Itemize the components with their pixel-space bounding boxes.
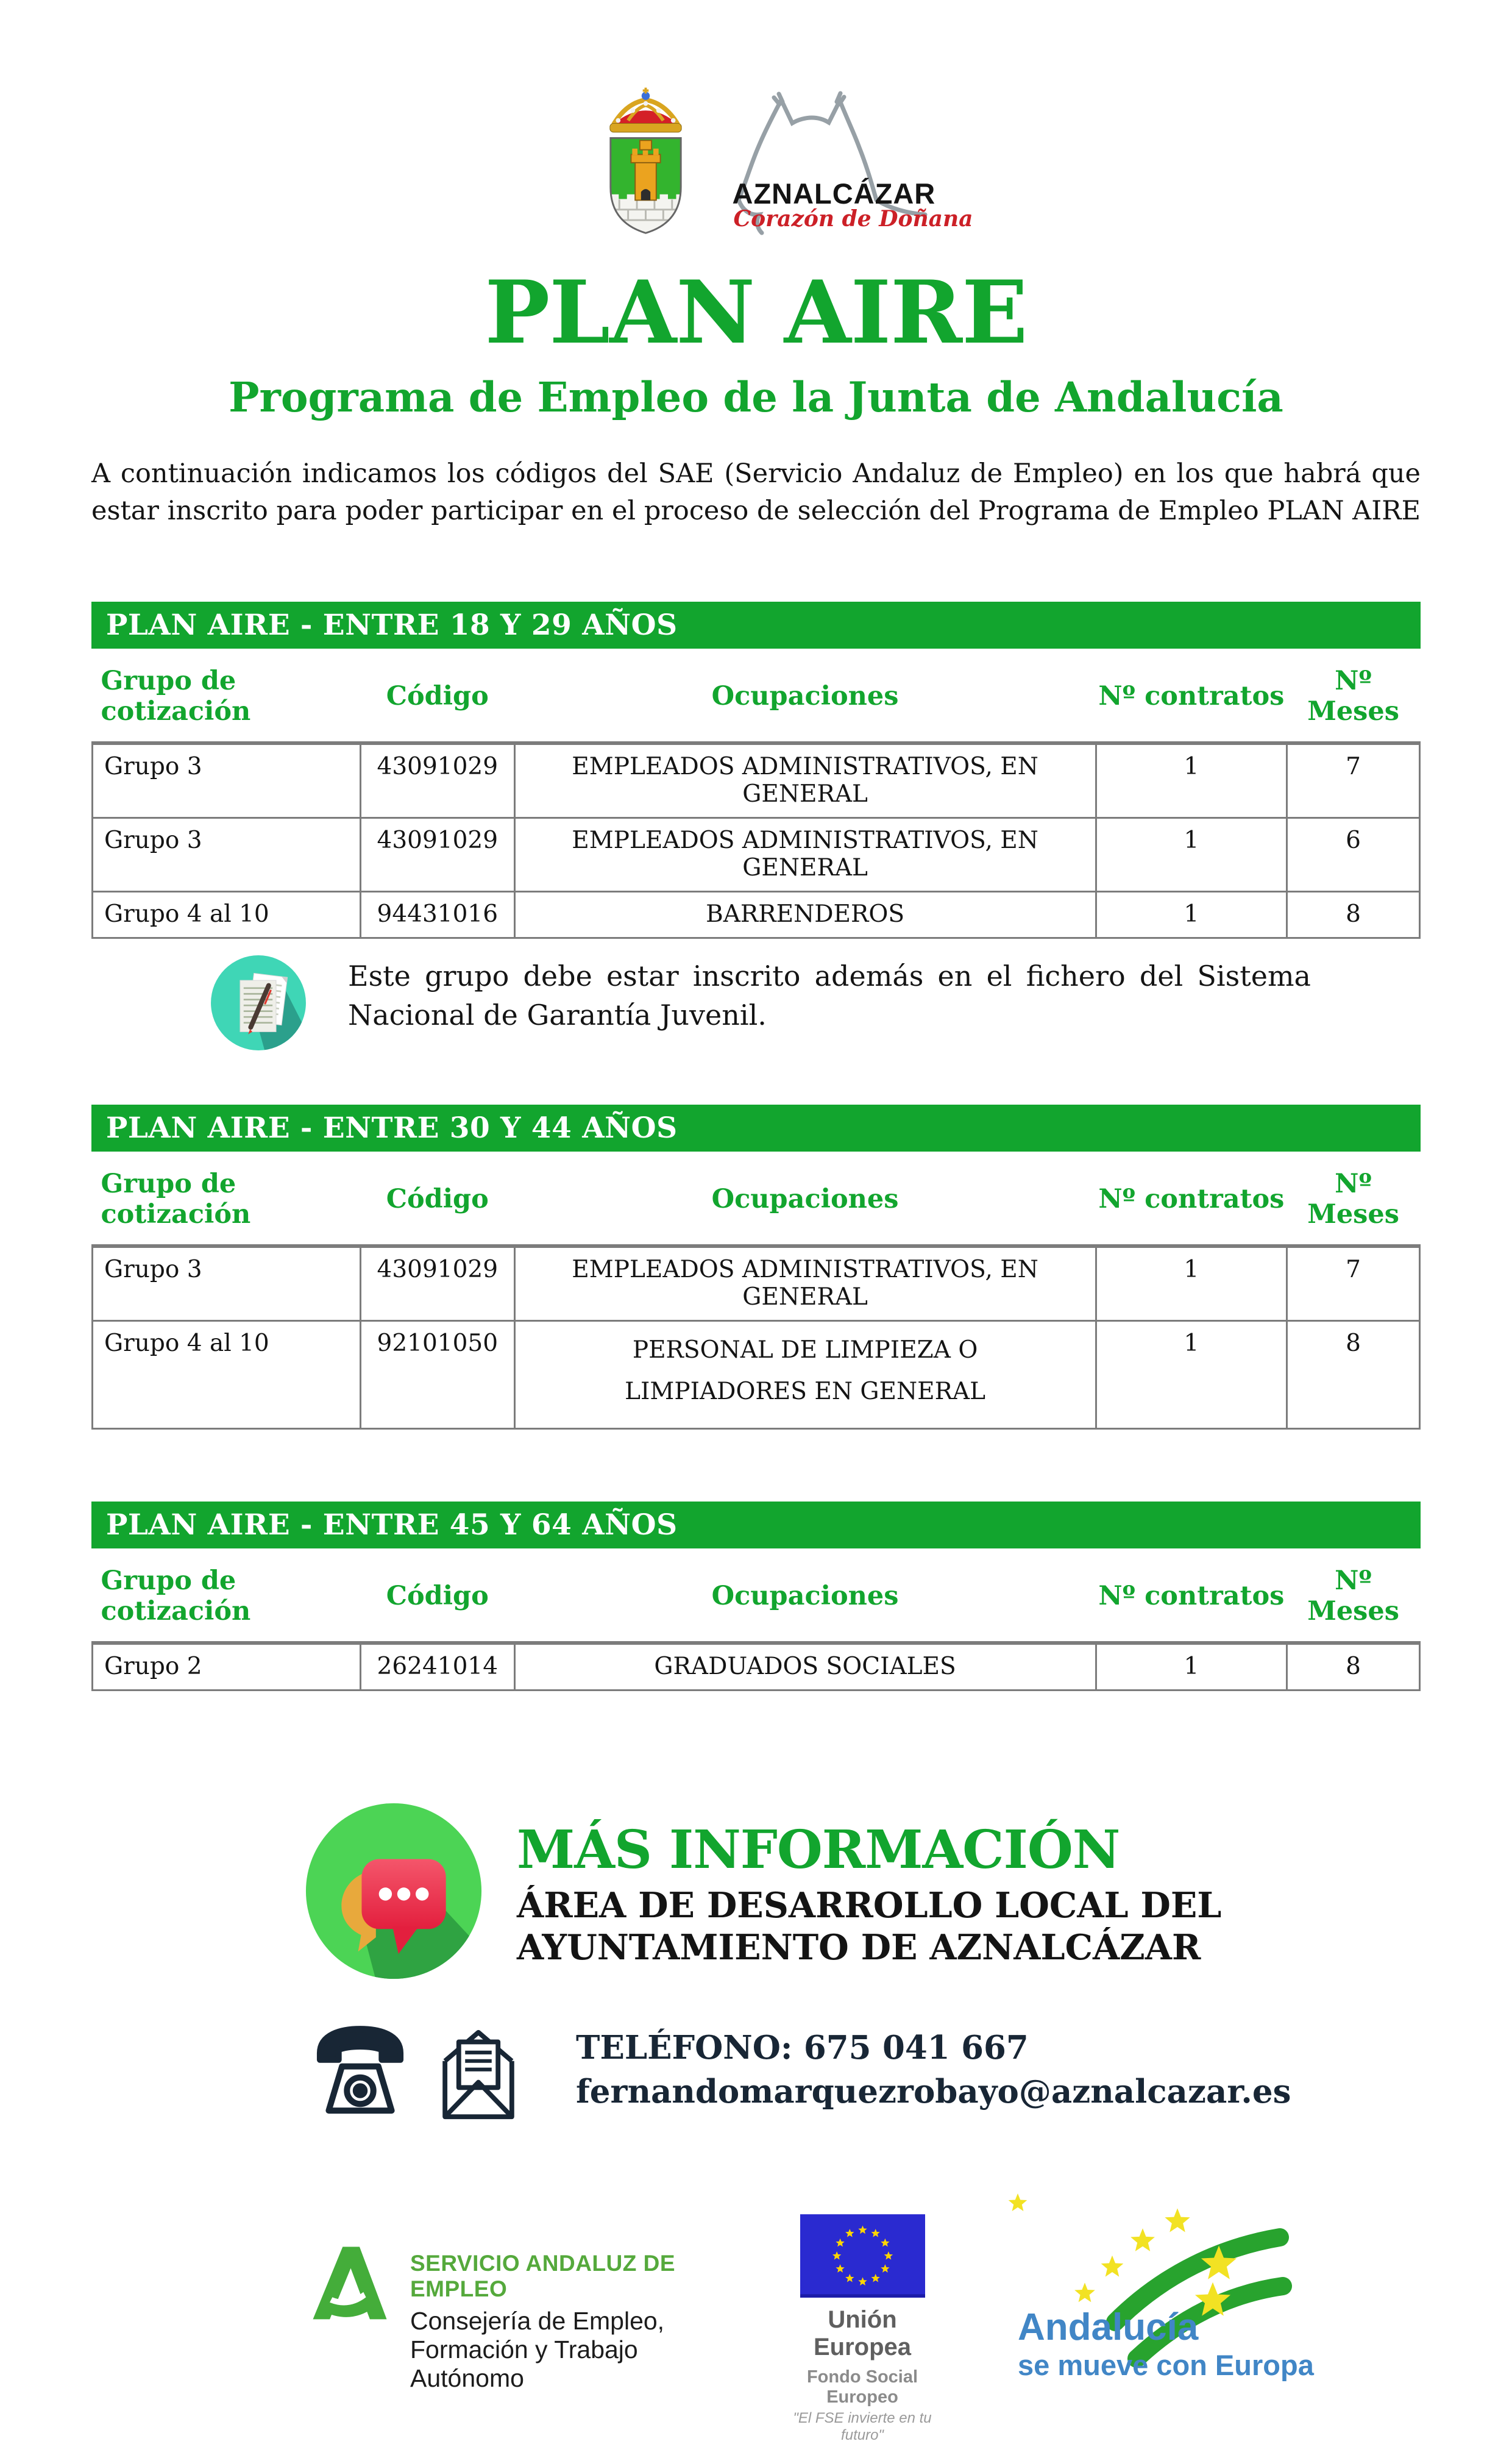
notepad-icon — [210, 955, 307, 1051]
table-cell: Grupo 3 — [93, 818, 361, 892]
col-header: Ocupaciones — [711, 1184, 899, 1215]
andalucia-logo-block — [1018, 2203, 1314, 2404]
plan-table — [91, 1152, 1421, 1430]
col-header: Código — [386, 681, 489, 712]
table-cell: 1 — [1096, 1321, 1287, 1429]
contact-text — [576, 2026, 1291, 2114]
table-row — [93, 892, 1420, 938]
table-cell: 1 — [1096, 1246, 1287, 1321]
table-cell: GRADUADOS SOCIALES — [514, 1643, 1096, 1690]
page-subtitle: Programa de Empleo de la Junta de Andalucía — [229, 373, 1283, 421]
table-cell: EMPLEADOS ADMINISTRATIVOS, EN GENERAL — [514, 818, 1096, 892]
more-info-line: AYUNTAMIENTO DE AZNALCÁZAR — [517, 1927, 1201, 1968]
junta-andalucia-logo-icon — [308, 2241, 392, 2326]
more-info-title: MÁS INFORMACIÓN — [517, 1819, 1120, 1881]
col-header: Nº Meses — [1307, 1565, 1399, 1626]
col-header: Grupo de cotización — [101, 1169, 251, 1230]
table-cell: 7 — [1287, 1246, 1420, 1321]
header-logo — [0, 0, 1512, 237]
table-title-bar: PLAN AIRE - ENTRE 45 Y 64 AÑOS — [91, 1502, 1421, 1548]
table-cell: Grupo 3 — [93, 1246, 361, 1321]
col-header: Grupo de cotización — [101, 666, 251, 727]
col-header: Nº contratos — [1098, 1580, 1285, 1611]
table-cell: 7 — [1287, 743, 1420, 818]
table-header-row — [93, 649, 1420, 743]
brand-name: AZNALCÁZAR — [732, 177, 936, 210]
brand-tagline: Corazón de Doñana — [733, 206, 973, 232]
email-address: fernandomarquezrobayo@aznalcazar.es — [576, 2072, 1291, 2111]
table-section-30-44 — [91, 1105, 1421, 1430]
youth-guarantee-note — [210, 955, 1311, 1051]
more-info-line: ÁREA DE DESARROLLO LOCAL DEL — [517, 1884, 1222, 1926]
col-header: Código — [386, 1580, 489, 1611]
table-cell: Grupo 4 al 10 — [93, 1321, 361, 1429]
lynx-logo — [719, 84, 973, 237]
table-row — [93, 818, 1420, 892]
table-title-bar: PLAN AIRE - ENTRE 30 Y 44 AÑOS — [91, 1105, 1421, 1152]
more-info-section — [305, 1802, 1512, 1980]
footer-logos — [308, 2203, 1512, 2444]
table-cell: EMPLEADOS ADMINISTRATIVOS, EN GENERAL — [514, 743, 1096, 818]
col-header: Grupo de cotización — [101, 1565, 251, 1626]
table-cell: Grupo 3 — [93, 743, 361, 818]
table-cell: PERSONAL DE LIMPIEZA O LIMPIADORES EN GENERAL — [514, 1321, 1096, 1429]
table-cell: 8 — [1287, 1321, 1420, 1429]
plan-table — [91, 649, 1421, 939]
table-cell: 92101050 — [360, 1321, 514, 1429]
eu-flag-icon — [800, 2214, 925, 2298]
table-cell: EMPLEADOS ADMINISTRATIVOS, EN GENERAL — [514, 1246, 1096, 1321]
table-cell: 1 — [1096, 743, 1287, 818]
table-header-row — [93, 1548, 1420, 1643]
table-cell: 43091029 — [360, 743, 514, 818]
table-cell: 43091029 — [360, 1246, 514, 1321]
table-cell: 1 — [1096, 818, 1287, 892]
col-header: Nº Meses — [1307, 666, 1399, 727]
table-cell: 6 — [1287, 818, 1420, 892]
aznalcazar-crest-icon — [583, 84, 708, 237]
more-info-text — [517, 1802, 1221, 1969]
eu-subtitle: Fondo Social Europeo — [806, 2367, 918, 2407]
table-row — [93, 1246, 1420, 1321]
sae-text — [410, 2241, 710, 2393]
col-header: Ocupaciones — [711, 1580, 899, 1611]
table-header-row — [93, 1152, 1420, 1246]
table-cell: 94431016 — [360, 892, 514, 938]
table-section-45-64 — [91, 1502, 1421, 1691]
sae-title: SERVICIO ANDALUZ DE EMPLEO — [410, 2250, 676, 2301]
eu-title: Unión Europea — [813, 2306, 912, 2360]
table-section-18-29 — [91, 602, 1421, 939]
eu-logo-block — [777, 2214, 948, 2444]
sae-line: Consejería de Empleo, — [410, 2306, 665, 2335]
table-row — [93, 743, 1420, 818]
sae-logo-block — [308, 2241, 710, 2393]
andalucia-subtitle: se mueve con Europa — [1018, 2348, 1314, 2381]
table-cell: Grupo 2 — [93, 1643, 361, 1690]
table-row — [93, 1321, 1420, 1429]
eu-motto: "El FSE invierte en tu futuro" — [793, 2409, 932, 2443]
page-title: PLAN AIRE — [484, 262, 1028, 363]
table-cell: 1 — [1096, 892, 1287, 938]
table-cell: 1 — [1096, 1643, 1287, 1690]
table-cell: BARRENDEROS — [514, 892, 1096, 938]
contact-section — [308, 2018, 1512, 2123]
table-title-bar: PLAN AIRE - ENTRE 18 Y 29 AÑOS — [91, 602, 1421, 649]
col-header: Código — [386, 1184, 489, 1215]
col-header: Ocupaciones — [711, 681, 899, 712]
intro-paragraph: A continuación indicamos los códigos del SAE (Servicio Andaluz de Empleo) en los que habrá que estar inscrito para poder participar en el proceso de selección del Programa de Empleo PLAN AIRE — [91, 458, 1421, 527]
table-cell: Grupo 4 al 10 — [93, 892, 361, 938]
col-header: Nº contratos — [1098, 1184, 1285, 1215]
plan-table — [91, 1548, 1421, 1691]
telephone-icon — [308, 2018, 413, 2123]
envelope-icon — [433, 2018, 524, 2123]
sae-line: Formación y Trabajo Autónomo — [410, 2335, 638, 2392]
col-header: Nº Meses — [1307, 1169, 1399, 1230]
table-row — [93, 1643, 1420, 1690]
table-cell: 8 — [1287, 892, 1420, 938]
col-header: Nº contratos — [1098, 681, 1285, 712]
table-cell: 26241014 — [360, 1643, 514, 1690]
andalucia-title: Andalucía — [1018, 2306, 1199, 2348]
note-text: Este grupo debe estar inscrito además en el fichero del Sistema Nacional de Garantía Juvenil. — [348, 960, 1311, 1031]
chat-bubbles-icon — [305, 1802, 483, 1980]
table-cell: 8 — [1287, 1643, 1420, 1690]
phone-number: TELÉFONO: 675 041 667 — [576, 2029, 1029, 2067]
table-cell: 43091029 — [360, 818, 514, 892]
